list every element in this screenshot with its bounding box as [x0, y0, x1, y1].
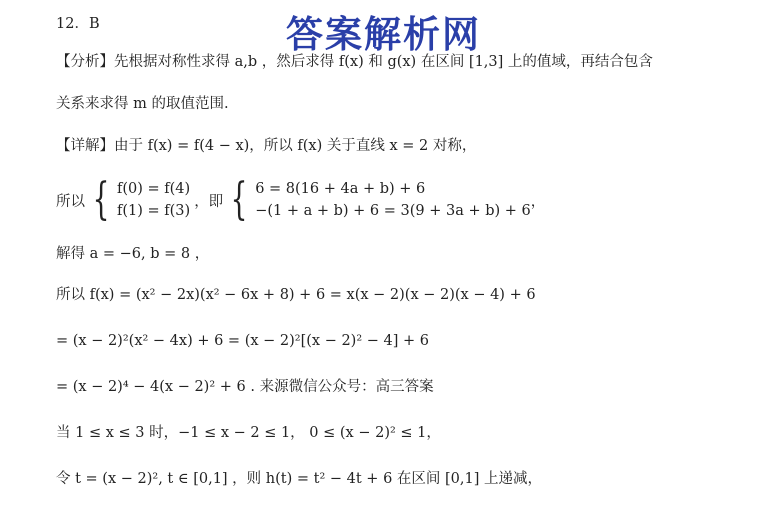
system-end: ， [530, 193, 546, 210]
system-left-row-1: f(0) = f(4) [117, 181, 191, 197]
system-right-rows [255, 178, 531, 222]
system-left-rows [117, 178, 190, 222]
system-right-row-2: −(1 + a + b) + 6 = 3(9 + 3a + b) + 6 [255, 203, 531, 219]
system-mid: ，即 [194, 193, 224, 210]
solve-line: 解得 a = −6, b = 8 ， [56, 246, 210, 262]
substitution-line: 令 t = (x − 2)², t ∈ [0,1] ，则 h(t) = t² − 4t + 6 在区间 [0,1] 上递减， [56, 471, 542, 487]
analysis-line-2: 关系来求得 m 的取值范围. [56, 96, 229, 112]
left-brace-icon: { [92, 174, 110, 225]
site-watermark: 答案解析网 [286, 13, 481, 56]
equation-line-2: = (x − 2)²(x² − 4x) + 6 = (x − 2)²[(x − 2)² − 4] + 6 [56, 333, 429, 349]
right-brace-icon: { [230, 174, 248, 225]
question-number: 12．B [56, 16, 100, 32]
analysis-line-1: 【分析】先根据对称性求得 a,b ，然后求得 f(x) 和 g(x) 在区间 [1,3] 上的值域，再结合包含 [56, 54, 653, 70]
equation-line-3: = (x − 2)⁴ − 4(x − 2)² + 6 . 来源微信公众号：高三答案 [56, 379, 434, 395]
system-prefix: 所以 [56, 193, 85, 210]
detail-line: 【详解】由于 f(x) = f(4 − x)，所以 f(x) 关于直线 x = 2 对称， [56, 138, 477, 154]
system-left-row-2: f(1) = f(3) [117, 203, 191, 219]
system-right-row-1: 6 = 8(16 + 4a + b) + 6 [255, 181, 426, 197]
equation-system [56, 174, 546, 225]
range-line: 当 1 ≤ x ≤ 3 时，−1 ≤ x − 2 ≤ 1， 0 ≤ (x − 2)² ≤ 1， [56, 425, 441, 441]
fx-line: 所以 f(x) = (x² − 2x)(x² − 6x + 8) + 6 = x(x − 2)(x − 2)(x − 4) + 6 [56, 287, 536, 303]
